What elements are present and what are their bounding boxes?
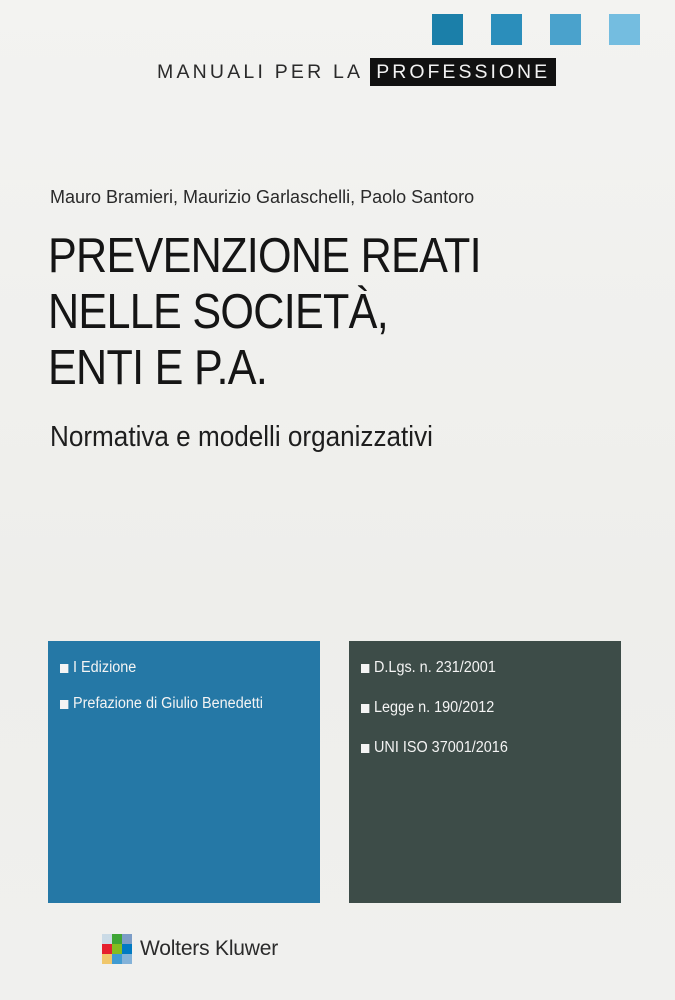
bullet-square-icon — [361, 744, 369, 753]
book-title — [48, 228, 648, 396]
series-square-4 — [609, 14, 640, 45]
title-line-3: ENTI E P.A. — [48, 341, 268, 395]
list-item — [60, 659, 302, 677]
preface-label: Prefazione di Giulio Benedetti — [73, 695, 263, 712]
bullet-square-icon — [60, 664, 68, 673]
publisher — [102, 934, 278, 964]
list-item — [60, 695, 302, 713]
title-line-1: PREVENZIONE REATI — [48, 229, 481, 283]
bullet-square-icon — [60, 700, 68, 709]
series-name — [157, 58, 556, 86]
series-prefix: MANUALI PER LA — [157, 60, 364, 83]
publisher-name: Wolters Kluwer — [140, 937, 279, 960]
series-square-1 — [432, 14, 463, 45]
edition-panel — [48, 641, 320, 903]
list-item — [361, 699, 603, 717]
book-subtitle: Normativa e modelli organizzativi — [50, 421, 433, 453]
bullet-square-icon — [361, 704, 369, 713]
series-square-2 — [491, 14, 522, 45]
reference-label: Legge n. 190/2012 — [374, 699, 495, 716]
bullet-square-icon — [361, 664, 369, 673]
title-line-2: NELLE SOCIETÀ, — [48, 285, 389, 339]
list-item — [361, 739, 603, 757]
edition-label: I Edizione — [73, 659, 137, 676]
wolters-kluwer-logo-icon — [102, 934, 132, 964]
reference-label: D.Lgs. n. 231/2001 — [374, 659, 496, 676]
authors: Mauro Bramieri, Maurizio Garlaschelli, Paolo Santoro — [50, 187, 475, 207]
list-item — [361, 659, 603, 677]
references-panel — [349, 641, 621, 903]
series-square-3 — [550, 14, 581, 45]
reference-label: UNI ISO 37001/2016 — [374, 739, 508, 756]
series-highlight: PROFESSIONE — [370, 58, 556, 86]
